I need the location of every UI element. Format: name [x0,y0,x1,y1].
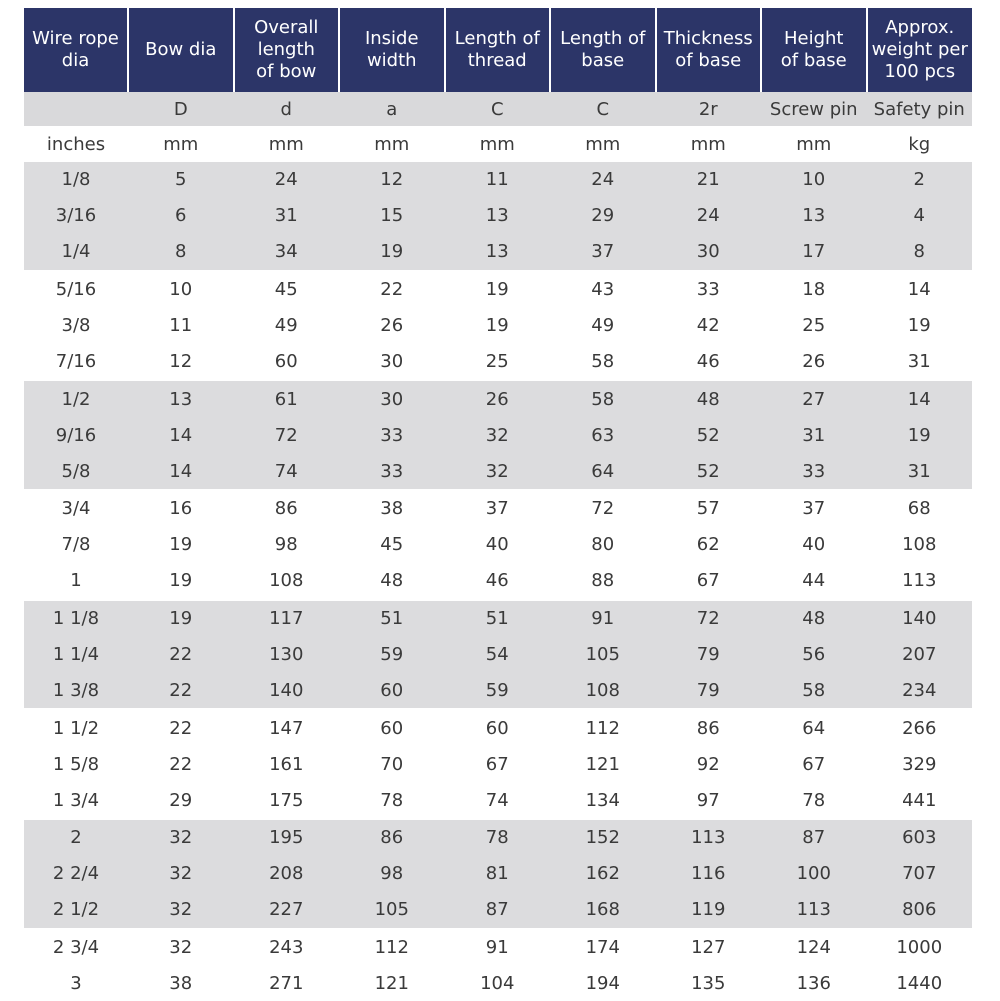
table-cell: 19 [128,563,234,600]
table-cell: 60 [445,709,551,746]
table-cell: 147 [234,709,340,746]
table-cell: 67 [445,746,551,782]
table-cell: 13 [445,198,551,234]
table-cell: 134 [550,782,656,819]
table-row [24,637,972,673]
table-cell: 37 [761,490,867,527]
table-cell: 33 [656,271,762,308]
table-cell: 124 [761,929,867,966]
table-cell: 11 [445,162,551,198]
symbol-cell: d [234,92,340,126]
table-cell: 234 [867,672,973,709]
table-cell: 40 [445,527,551,563]
table-cell: 2 [867,162,973,198]
table-cell: 707 [867,856,973,892]
header-length-of-thread: Length of thread [445,8,551,92]
table-cell: 31 [234,198,340,234]
table-cell: 32 [445,417,551,453]
table-cell: 38 [128,966,234,1001]
table-cell: 1 3/4 [24,782,128,819]
table-cell: 10 [128,271,234,308]
table-cell: 78 [339,782,445,819]
table-cell: 79 [656,672,762,709]
table-row [24,819,972,856]
table-row [24,453,972,490]
table-cell: 168 [550,892,656,929]
table-cell: 161 [234,746,340,782]
table-row [24,198,972,234]
table-cell: 43 [550,271,656,308]
table-cell: 16 [128,490,234,527]
table-cell: 48 [339,563,445,600]
table-cell: 13 [128,380,234,417]
table-cell: 806 [867,892,973,929]
table-cell: 140 [234,672,340,709]
table-row [24,490,972,527]
table-cell: 104 [445,966,551,1001]
table-row [24,929,972,966]
table-cell: 1 1/8 [24,600,128,637]
table-row [24,271,972,308]
table-cell: 72 [550,490,656,527]
table-cell: 112 [550,709,656,746]
header-wire-rope-dia: Wire rope dia [24,8,128,92]
table-cell: 74 [445,782,551,819]
table-cell: 112 [339,929,445,966]
table-cell: 24 [656,198,762,234]
table-cell: 81 [445,856,551,892]
table-cell: 26 [761,343,867,380]
table-cell: 98 [234,527,340,563]
table-row [24,380,972,417]
table-cell: 22 [128,672,234,709]
table-cell: 58 [550,380,656,417]
table-cell: 113 [656,819,762,856]
table-cell: 14 [867,271,973,308]
table-cell: 37 [445,490,551,527]
table-cell: 12 [339,162,445,198]
table-cell: 24 [234,162,340,198]
table-cell: 56 [761,637,867,673]
table-cell: 121 [550,746,656,782]
table-cell: 29 [550,198,656,234]
header-approx-weight: Approx. weight per 100 pcs [867,8,973,92]
table-cell: 1 5/8 [24,746,128,782]
table-cell: 113 [867,563,973,600]
table-cell: 31 [867,343,973,380]
header-length-of-base: Length of base [550,8,656,92]
table-cell: 37 [550,234,656,271]
table-cell: 30 [339,343,445,380]
table-cell: 27 [761,380,867,417]
table-cell: 136 [761,966,867,1001]
table-cell: 108 [234,563,340,600]
table-cell: 1/8 [24,162,128,198]
table-cell: 5 [128,162,234,198]
table-row [24,563,972,600]
wire-rope-clip-spec-table [24,8,972,1001]
unit-cell: mm [445,126,551,162]
table-cell: 46 [656,343,762,380]
table-cell: 175 [234,782,340,819]
table-cell: 86 [234,490,340,527]
table-cell: 60 [234,343,340,380]
table-cell: 58 [550,343,656,380]
header-overall-length-of-bow: Overall length of bow [234,8,340,92]
table-cell: 31 [867,453,973,490]
table-cell: 2 [24,819,128,856]
table-cell: 72 [234,417,340,453]
table-cell: 22 [128,746,234,782]
header-height-of-base: Height of base [761,8,867,92]
table-row [24,856,972,892]
table-cell: 26 [445,380,551,417]
table-cell: 441 [867,782,973,819]
table-cell: 49 [234,308,340,344]
table-cell: 19 [867,308,973,344]
table-cell: 1 1/4 [24,637,128,673]
table-cell: 32 [128,856,234,892]
table-cell: 227 [234,892,340,929]
table-cell: 91 [445,929,551,966]
table-cell: 119 [656,892,762,929]
table-cell: 116 [656,856,762,892]
table-cell: 271 [234,966,340,1001]
table-cell: 2 1/2 [24,892,128,929]
header-bow-dia: Bow dia [128,8,234,92]
unit-cell: mm [234,126,340,162]
symbol-cell [24,92,128,126]
table-cell: 78 [761,782,867,819]
table-cell: 14 [128,453,234,490]
table-cell: 6 [128,198,234,234]
table-cell: 19 [867,417,973,453]
table-cell: 17 [761,234,867,271]
table-cell: 243 [234,929,340,966]
table-cell: 195 [234,819,340,856]
table-cell: 26 [339,308,445,344]
table-cell: 54 [445,637,551,673]
table-cell: 51 [339,600,445,637]
table-cell: 33 [339,453,445,490]
table-cell: 8 [867,234,973,271]
table-cell: 2 2/4 [24,856,128,892]
unit-cell: mm [656,126,762,162]
symbol-cell: 2r [656,92,762,126]
table-cell: 92 [656,746,762,782]
table-cell: 40 [761,527,867,563]
table-cell: 74 [234,453,340,490]
table-cell: 1 [24,563,128,600]
table-cell: 19 [339,234,445,271]
table-cell: 121 [339,966,445,1001]
table-cell: 45 [339,527,445,563]
table-cell: 266 [867,709,973,746]
table-cell: 1 3/8 [24,672,128,709]
table-cell: 24 [550,162,656,198]
table-cell: 2 3/4 [24,929,128,966]
table-cell: 32 [128,892,234,929]
symbol-cell: a [339,92,445,126]
table-cell: 108 [550,672,656,709]
table-cell: 140 [867,600,973,637]
table-cell: 11 [128,308,234,344]
table-cell: 1000 [867,929,973,966]
table-cell: 22 [128,709,234,746]
table-cell: 46 [445,563,551,600]
table-cell: 97 [656,782,762,819]
table-cell: 64 [761,709,867,746]
table-cell: 57 [656,490,762,527]
table-row [24,527,972,563]
table-cell: 130 [234,637,340,673]
table-cell: 59 [445,672,551,709]
table-cell: 70 [339,746,445,782]
table-cell: 87 [445,892,551,929]
table-cell: 21 [656,162,762,198]
table-cell: 49 [550,308,656,344]
table-row [24,892,972,929]
table-cell: 14 [867,380,973,417]
table-row [24,600,972,637]
table-cell: 7/8 [24,527,128,563]
table-cell: 63 [550,417,656,453]
table-cell: 13 [761,198,867,234]
table-cell: 87 [761,819,867,856]
table-cell: 48 [761,600,867,637]
table-cell: 3/4 [24,490,128,527]
unit-cell: mm [761,126,867,162]
table-cell: 58 [761,672,867,709]
table-cell: 117 [234,600,340,637]
units-row [24,126,972,162]
table-cell: 603 [867,819,973,856]
table-cell: 72 [656,600,762,637]
unit-cell: mm [339,126,445,162]
table-cell: 42 [656,308,762,344]
table-cell: 127 [656,929,762,966]
table-cell: 3 [24,966,128,1001]
table-cell: 22 [128,637,234,673]
table-row [24,709,972,746]
table-cell: 29 [128,782,234,819]
table-cell: 329 [867,746,973,782]
table-cell: 15 [339,198,445,234]
header-inside-width: Inside width [339,8,445,92]
unit-cell: mm [128,126,234,162]
table-row [24,343,972,380]
table-cell: 1 1/2 [24,709,128,746]
table-cell: 61 [234,380,340,417]
table-cell: 19 [128,600,234,637]
table-row [24,782,972,819]
table-cell: 208 [234,856,340,892]
table-cell: 1/4 [24,234,128,271]
table-cell: 32 [128,929,234,966]
table-cell: 14 [128,417,234,453]
table-cell: 78 [445,819,551,856]
table-cell: 113 [761,892,867,929]
table-cell: 105 [339,892,445,929]
symbol-cell: C [445,92,551,126]
table-cell: 25 [761,308,867,344]
table-row [24,746,972,782]
table-cell: 3/16 [24,198,128,234]
table-cell: 1440 [867,966,973,1001]
table-cell: 67 [656,563,762,600]
table-cell: 33 [339,417,445,453]
table-cell: 194 [550,966,656,1001]
table-cell: 19 [445,308,551,344]
table-cell: 174 [550,929,656,966]
table-cell: 98 [339,856,445,892]
table-cell: 13 [445,234,551,271]
table-cell: 80 [550,527,656,563]
symbol-cell: Safety pin [867,92,973,126]
table-cell: 31 [761,417,867,453]
table-cell: 33 [761,453,867,490]
table-cell: 100 [761,856,867,892]
table-row [24,417,972,453]
symbol-cell: C [550,92,656,126]
table-cell: 60 [339,672,445,709]
table-cell: 88 [550,563,656,600]
table-cell: 59 [339,637,445,673]
unit-cell: mm [550,126,656,162]
table-cell: 25 [445,343,551,380]
table-row [24,966,972,1001]
table-cell: 32 [128,819,234,856]
header-row [24,8,972,92]
table-row [24,672,972,709]
table-cell: 5/16 [24,271,128,308]
table-row [24,162,972,198]
table-cell: 207 [867,637,973,673]
table-cell: 34 [234,234,340,271]
table-cell: 38 [339,490,445,527]
table-cell: 68 [867,490,973,527]
table-cell: 30 [656,234,762,271]
unit-cell: inches [24,126,128,162]
table-cell: 86 [656,709,762,746]
table-cell: 19 [445,271,551,308]
symbol-cell: Screw pin [761,92,867,126]
table-cell: 91 [550,600,656,637]
table-cell: 152 [550,819,656,856]
table-cell: 60 [339,709,445,746]
symbols-row [24,92,972,126]
table-cell: 12 [128,343,234,380]
symbol-cell: D [128,92,234,126]
table-row [24,308,972,344]
table-cell: 135 [656,966,762,1001]
table-cell: 44 [761,563,867,600]
table-cell: 10 [761,162,867,198]
table-cell: 79 [656,637,762,673]
table-cell: 51 [445,600,551,637]
table-cell: 52 [656,417,762,453]
table-cell: 48 [656,380,762,417]
table-cell: 52 [656,453,762,490]
header-thickness-of-base: Thickness of base [656,8,762,92]
unit-cell: kg [867,126,973,162]
table-cell: 86 [339,819,445,856]
table-cell: 22 [339,271,445,308]
table-cell: 5/8 [24,453,128,490]
table-cell: 32 [445,453,551,490]
table-cell: 18 [761,271,867,308]
table-body [24,92,972,1001]
table-cell: 9/16 [24,417,128,453]
table-cell: 8 [128,234,234,271]
table-cell: 108 [867,527,973,563]
table-cell: 64 [550,453,656,490]
table-cell: 7/16 [24,343,128,380]
table-cell: 105 [550,637,656,673]
table-cell: 4 [867,198,973,234]
table-cell: 1/2 [24,380,128,417]
table-cell: 67 [761,746,867,782]
table-cell: 162 [550,856,656,892]
table-cell: 19 [128,527,234,563]
table-cell: 62 [656,527,762,563]
table-row [24,234,972,271]
table-cell: 3/8 [24,308,128,344]
table-cell: 30 [339,380,445,417]
table-cell: 45 [234,271,340,308]
